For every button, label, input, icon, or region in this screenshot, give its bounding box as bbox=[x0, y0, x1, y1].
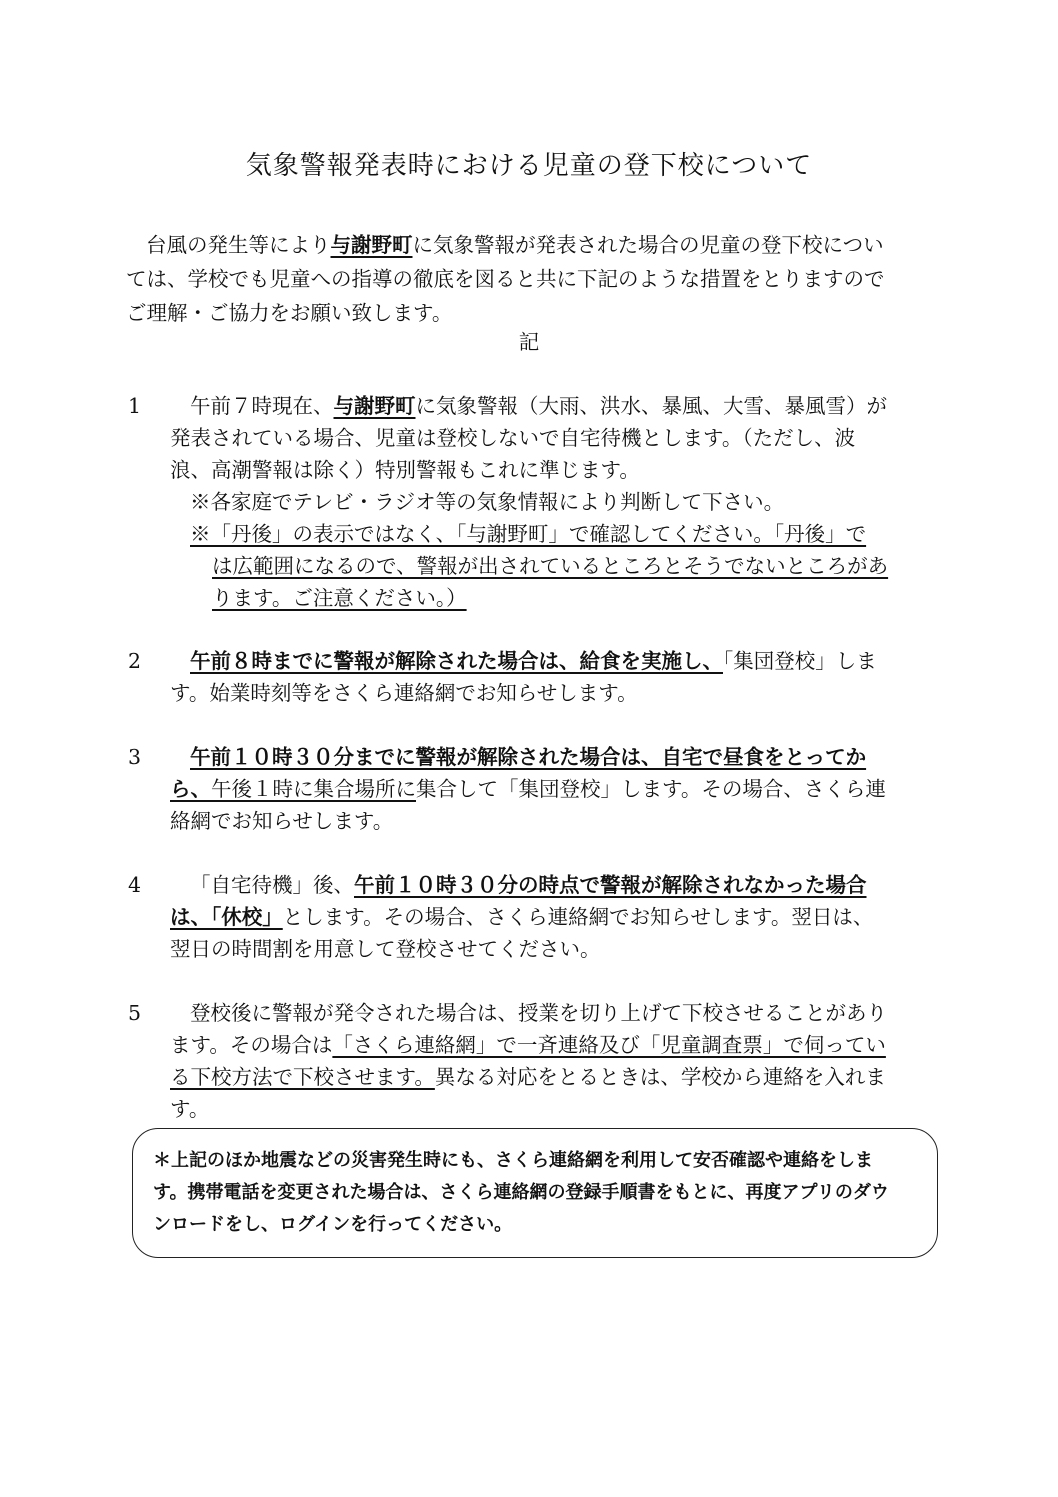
list-item-2: 2 午前８時までに警報が解除された場合は、給食を実施し、「集団登校」しま す。始業時刻等をさくら連絡網でお知らせします。 bbox=[128, 645, 928, 709]
item-number: 5 bbox=[128, 1001, 142, 1025]
emphasis-text: 午前１０時３０分の時点で警報が解除されなかった場合 bbox=[354, 873, 867, 897]
item-number: 1 bbox=[128, 394, 142, 418]
note-2: ※「丹後」の表示ではなく、「与謝野町」で確認してください。「丹後」で は広範囲になるので、警報が出されているところとそうでないところがあ ります。ご注意ください。） bbox=[190, 522, 889, 610]
notice-box bbox=[132, 1128, 938, 1258]
emphasis-text: 午前１０時３０分までに警報が解除された場合は、自宅で昼食をとってか bbox=[190, 745, 867, 769]
underlined-text: 「さくら連絡網」で一斉連絡及び「児童調査票」で伺ってい bbox=[332, 1033, 886, 1057]
underlined-text: 午後１時に集合場所に bbox=[211, 777, 416, 801]
intro-paragraph bbox=[126, 228, 926, 330]
page-title: 気象警報発表時における児童の登下校について bbox=[245, 151, 813, 181]
ki-heading: 記 bbox=[518, 330, 540, 354]
town-name: 与謝野町 bbox=[330, 233, 413, 257]
item-number: 2 bbox=[128, 649, 142, 673]
item-number: 4 bbox=[128, 873, 142, 897]
list-item-4: 4 「自宅待機」後、午前１０時３０分の時点で警報が解除されなかった場合 は、「休校」とします。その場合、さくら連絡網でお知らせします。翌日は、 翌日の時間割を用意して登校させてください。 bbox=[128, 869, 928, 965]
town-name: 与謝野町 bbox=[333, 394, 416, 418]
intro-line-2: ては、学校でも児童への指導の徹底を図ると共に下記のような措置をとりますので bbox=[126, 267, 885, 291]
item-number: 3 bbox=[128, 745, 142, 769]
intro-line-3: ご理解・ご協力をお願い致します。 bbox=[126, 301, 453, 325]
notice-line-3: ンロードをし、ログインを行ってください。 bbox=[153, 1214, 513, 1235]
notice-line-2: す。携帯電話を変更された場合は、さくら連絡網の登録手順書をもとに、再度アプリのダウ bbox=[153, 1182, 889, 1203]
intro-line-1: 台風の発生等により与謝野町に気象警報が発表された場合の児童の登下校につい bbox=[146, 233, 884, 257]
emphasis-text: 午前８時までに警報が解除された場合は、給食を実施し、 bbox=[190, 649, 723, 673]
list-item-1: 1 午前７時現在、与謝野町に気象警報（大雨、洪水、暴風、大雪、暴風雪）が 発表されている場合、児童は登校しないで自宅待機とします。（ただし、波 浪、高潮警報は除く）特別警報もこれに準じます。 ※各家庭でテレビ・ラジオ等の気象情報により判断して下さい。 ※「丹後」の表示ではなく、「与謝野町」で確認してください。「丹後」で は広範囲になるので、警報が出されているところとそうでないところがあ ります。ご注意ください。） bbox=[128, 390, 928, 614]
notice-line-1: ＊上記のほか地震などの災害発生時にも、さくら連絡網を利用して安否確認や連絡をしま bbox=[153, 1150, 873, 1171]
list-item-3: 3 午前１０時３０分までに警報が解除された場合は、自宅で昼食をとってか ら、午後１時に集合場所に集合して「集団登校」します。その場合、さくら連 絡網でお知らせします。 bbox=[128, 741, 928, 837]
note-1: ※各家庭でテレビ・ラジオ等の気象情報により判断して下さい。 bbox=[190, 490, 785, 514]
list-item-5: 5 登校後に警報が発令された場合は、授業を切り上げて下校させることがあり ます。その場合は「さくら連絡網」で一斉連絡及び「児童調査票」で伺ってい る下校方法で下校させます。異なる対応をとるときは、学校から連絡を入れま す。 bbox=[128, 997, 928, 1125]
